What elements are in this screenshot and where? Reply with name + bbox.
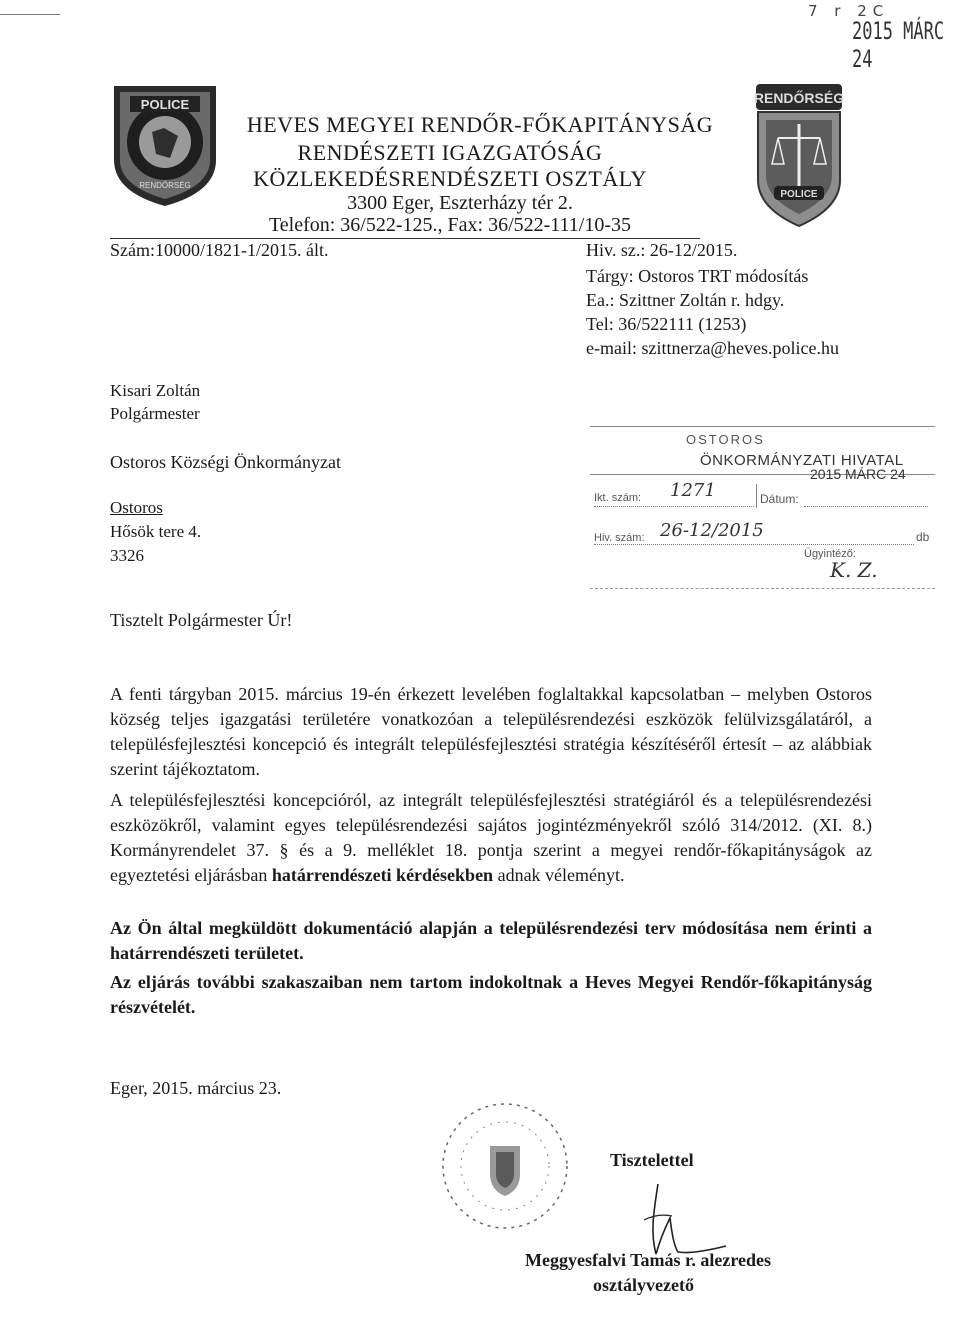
handwritten-marks: 7 r 2C	[808, 2, 890, 20]
reference-number: Szám:10000/1821-1/2015. ált.	[110, 240, 329, 260]
stamp-label-datum: Dátum:	[760, 492, 799, 506]
stamp-line2: ÖNKORMÁNYZATI HIVATAL	[700, 452, 904, 469]
place-date: Eger, 2015. március 23.	[110, 1078, 282, 1098]
stamp-label-iktatoszam: Ikt. szám:	[594, 492, 642, 504]
letterhead-phone: Telefon: 36/522-125., Fax: 36/522-111/10-35	[268, 214, 632, 236]
recipient-city: Ostoros	[110, 498, 163, 517]
recipient-street: Hősök tere 4.	[110, 522, 202, 541]
round-seal	[430, 1096, 580, 1236]
signature	[600, 1180, 730, 1260]
letterhead-address: 3300 Eger, Eszterházy tér 2.	[347, 192, 573, 214]
svg-text:POLICE: POLICE	[140, 97, 190, 112]
salutation: Tisztelt Polgármester Úr!	[110, 610, 293, 630]
letterhead-divider	[110, 238, 700, 239]
recipient-name: Kisari Zoltán	[110, 381, 201, 400]
reference-tel: Tel: 36/522111 (1253)	[586, 314, 747, 334]
svg-text:RENDŐRSÉG: RENDŐRSÉG	[753, 90, 845, 106]
stamp-value-iktatoszam: 1271	[670, 480, 716, 501]
stamp-label-ugyintezo: Ügyintéző:	[804, 548, 856, 560]
body-paragraph-2	[110, 788, 872, 888]
reference-email: e-mail: szittnerza@heves.police.hu	[586, 338, 839, 358]
body-paragraph-2-end: adnak véleményt.	[493, 865, 625, 885]
corner-scribble	[0, 14, 60, 15]
body-paragraph-1: A fenti tárgyban 2015. március 19-én érkezett levelében foglaltakkal kapcsolatban – melyben Ostoros község teljes igazgatási területére vonatkozóan a településrendezési eszközök felülvizsgálatáról, a településfejlesztési koncepció és integrált településfejlesztési stratégia készítéséről értesít – az alábbiak szerint tájékoztatom.	[110, 684, 872, 779]
recipient-zip: 3326	[110, 546, 144, 565]
letterhead-department: KÖZLEKEDÉSRENDÉSZETI OSZTÁLY	[253, 166, 647, 191]
recipient-title: Polgármester	[110, 404, 200, 423]
stamp-value-hivszam: 26-12/2015	[660, 520, 764, 541]
stamp-date: 2015 MÁRC 24	[810, 466, 906, 482]
stamp-label-db: db	[916, 530, 930, 544]
body-paragraph-3: Az Ön által megküldött dokumentáció alapján a településrendezési terv módosítása nem érinti a határrendészeti területet.	[110, 918, 872, 963]
signer-name: Meggyesfalvi Tamás r. alezredes	[525, 1250, 771, 1270]
body-paragraph-2-text: A településfejlesztési koncepcióról, az integrált településfejlesztési stratégiáról és a településrendezési eszközökről, valamint egyes településrendezési sajátos jogintézményekről szóló 314/2012. (XI. 8.) Kormányrendelet 37. § és a 9. melléklet 18. pontja szerint a megyei rendőr-főkapitányságok az egyeztetési eljárásban	[110, 790, 872, 885]
reference-subject: Tárgy: Ostoros TRT módosítás	[586, 266, 809, 286]
stamp-label-hivszam: Hiv. szám:	[594, 532, 645, 544]
stamp-line1: OSTOROS	[686, 432, 765, 447]
letterhead-org: HEVES MEGYEI RENDŐR-FŐKAPITÁNYSÁG	[246, 112, 714, 137]
body-paragraph-4: Az eljárás további szakaszaiban nem tartom indokoltnak a Heves Megyei Rendőr-főkapitányság részvételét.	[110, 972, 872, 1017]
reference-hiv: Hiv. sz.: 26-12/2015.	[586, 240, 738, 260]
registry-stamp	[590, 422, 935, 592]
svg-text:RENDŐRSÉG: RENDŐRSÉG	[139, 181, 191, 190]
recipient-org: Ostoros Községi Önkormányzat	[110, 452, 341, 472]
svg-text:POLICE: POLICE	[780, 189, 818, 200]
letterhead-division: RENDÉSZETI IGAZGATÓSÁG	[297, 140, 603, 165]
body-paragraph-2-emphasis: határrendészeti kérdésekben	[271, 865, 494, 885]
stamp-value-ugyintezo: K. Z.	[830, 558, 878, 582]
closing-greeting: Tisztelettel	[610, 1150, 694, 1170]
signer-role: osztályvezető	[593, 1275, 694, 1295]
received-date-stamp: 2015 MÁRC 24	[852, 18, 945, 74]
reference-handler: Ea.: Szittner Zoltán r. hdgy.	[586, 290, 785, 310]
